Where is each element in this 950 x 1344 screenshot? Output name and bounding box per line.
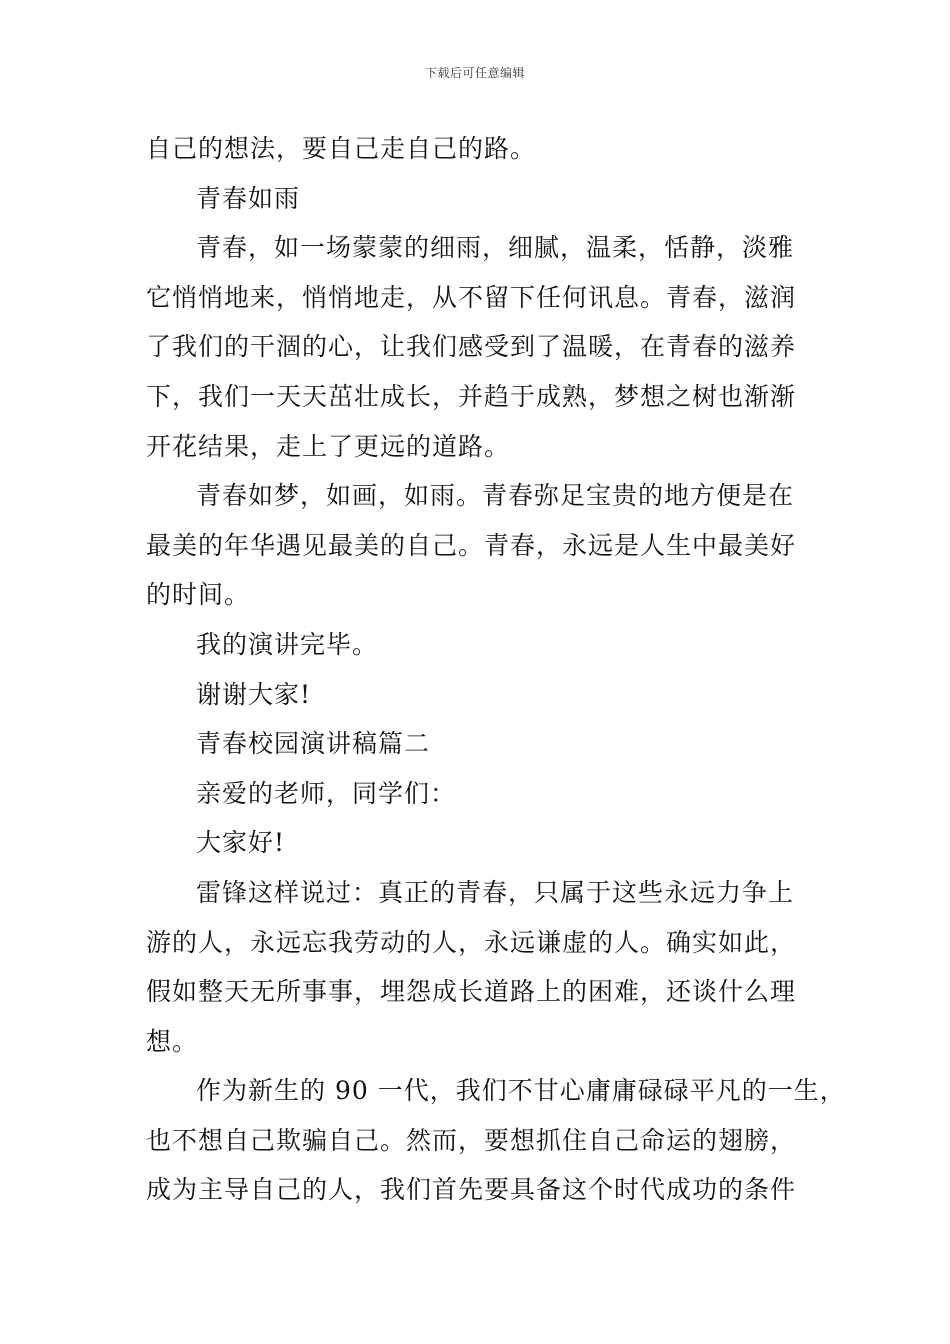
text-line: 假如整天无所事事，埋怨成长道路上的困难，还谈什么理 [146, 977, 797, 1007]
text-line: 青春如雨 [196, 183, 301, 213]
text-line: 游的人，永远忘我劳动的人，永远谦虚的人。确实如此， [146, 927, 797, 957]
text-line: 青春，如一场蒙蒙的细雨，细腻，温柔，恬静，淡雅 [196, 233, 795, 263]
text-line: 作为新生的 90 一代，我们不甘心庸庸碌碌平凡的一生， [196, 1076, 846, 1106]
text-line: 的时间。 [146, 580, 251, 610]
text-line: 我的演讲完毕。 [196, 629, 379, 659]
text-line: 大家好! [196, 828, 286, 858]
document-body [146, 124, 846, 1215]
text-line: 了我们的干涸的心，让我们感受到了温暖，在青春的滋养 [146, 332, 797, 362]
text-line: 它悄悄地来，悄悄地走，从不留下任何讯息。青春，滋润 [146, 282, 797, 312]
text-line: 雷锋这样说过：真正的青春，只属于这些永远力争上 [196, 877, 795, 907]
page-header: 下载后可任意编辑 [424, 66, 525, 80]
text-line: 青春如梦，如画，如雨。青春弥足宝贵的地方便是在 [196, 481, 795, 511]
text-line: 成为主导自己的人，我们首先要具备这个时代成功的条件 [146, 1175, 797, 1205]
text-line: 最美的年华遇见最美的自己。青春，永远是人生中最美好 [146, 530, 797, 560]
text-line: 也不想自己欺骗自己。然而，要想抓住自己命运的翅膀， [146, 1125, 797, 1155]
text-line: 亲爱的老师，同学们： [196, 778, 457, 808]
text-line: 下，我们一天天茁壮成长，并趋于成熟，梦想之树也渐渐 [146, 381, 797, 411]
text-line: 自己的想法，要自己走自己的路。 [146, 134, 537, 163]
text-line: 想。 [146, 1026, 199, 1056]
section-heading: 青春校园演讲稿篇二 [196, 729, 431, 759]
text-line: 谢谢大家! [196, 679, 312, 709]
text-line: 开花结果，走上了更远的道路。 [146, 431, 511, 461]
